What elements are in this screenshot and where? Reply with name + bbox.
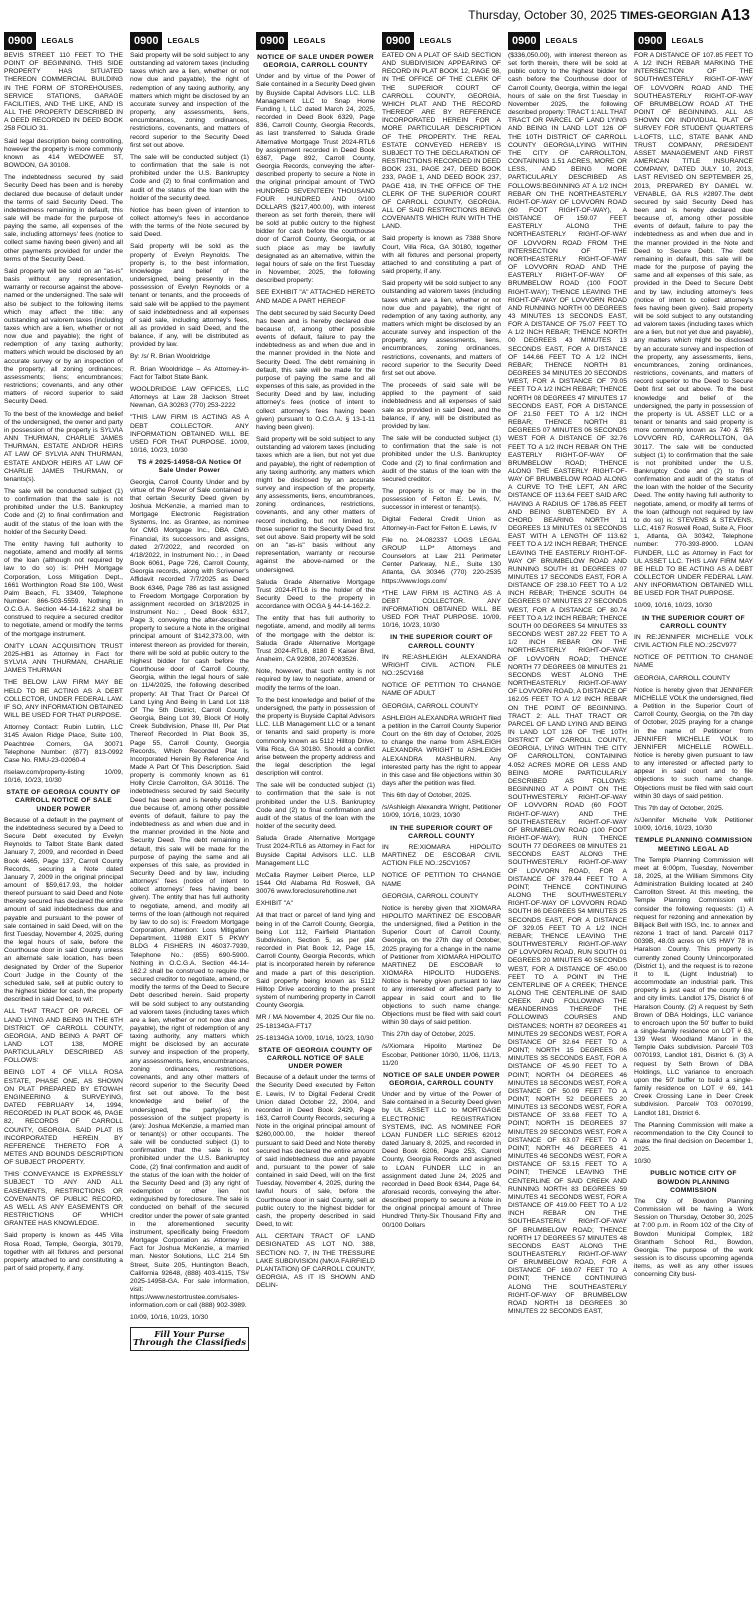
notice-paragraph: To the best of the knowledge and belief of the undersigned, the owner and party in possession of the property is SYLVIA ANN THURMAN, CHARLIE JAMES THURMAN, ESTATE AND/OR HEIRS AT LAW OF SYLVIA ANN THURMAN, ESTATE AND/OR HEIRS AT LAW OF CHARLIE JAMES THURMAN, or tenants(s). (4, 410, 123, 483)
notice-heading: PUBLIC NOTICE CITY OF BOWDON PLANNING COMMISSION (650, 1170, 737, 1194)
legal-column (634, 32, 753, 1592)
notice-paragraph: McCalla Raymer Leibert Pierce, LLP 1544 Old Alabama Rd Roswell, GA 30076 www.foreclosurehotline.net (256, 871, 375, 896)
notice-paragraph: IN RE:XIOMARA HIPOLITO MARTINEZ DE ESCOBAR CIVIL ACTION FILE NO.:25CV1057 (382, 843, 501, 868)
notice-paragraph: This 6th day of October, 2025. (382, 792, 472, 800)
section-label: LEGALS (419, 35, 452, 45)
notice-paragraph: Note, however, that such entity is not required by law to negotiate, amend or modify the terms of the loan. (256, 668, 375, 692)
notice-paragraph: FOR A DISTANCE OF 107.85 FEET TO A 1/2 INCH REBAR MARKING THE INTERSECTION OF THE SOUTHWESTERLY RIGHT-OF-WAY OF LOVVORN ROAD AND THE SOUTHEASTERLY RIGHT-OF-WAY OF BRUMBELOW ROAD AT THE POINT OF BEGINNING. ALL AS SHOWN ON INDIVIDUAL PLAT OF SURVEY FOR STUDENT QUARTERS L-LOFTS, LLC, STATE BANK AND TRUST COMPANY, PRESIDENT ASSET MANAGEMENT AND FIRST AMERICAN TITLE INSURANCE COMPANY, DATED JULY 10, 2013, LAST REVISED ON SEPTEMBER 25, 2013, PREPARED BY DANIEL W. VENABLE, GA RLS #2897.The debt secured by said Security Deed has been and is hereby declared due because of, among other possible events of default, failure to pay the indebtedness as and when due and in the manner provided in the Note and Deed to Secure Debt. The debt remaining in default, this sale will be made for the purpose of paying the same and all expenses of this sale, as provided in the Deed to Secure Debt and by law, including attorney's fees (notice of intent to collect attorney's fees having been given). Said property will be sold subject to any outstanding ad valorem taxes (including taxes which are a lien, but not yet due and payable), any matters which might be disclosed by an accurate survey and inspection of the property, any assessments, liens, encumbrances, zoning ordinances, restrictions, covenants, and matters of record superior to the Deed to Secure Debt first set out above. To the best knowledge and belief of the undersigned, the party in possession of the property is UL ASSET LLC or a tenant or tenants and said property is more commonly known as 740 & 785 LOVVORN RD, CARROLLTON, GA 30117. The sale will be conducted subject (1) to confirmation that the sale is not prohibited under the U.S. Bankruptcy Code and (2) to final confirmation and audit of the status of the loan with the holder of the Security Deed. The entity having full authority to negotiate, amend, or modify all terms of the loan (although not required by law to do so) is: STEVENS & STEVENS, LLC, 4167 Roswell Road, Suite A, Floor 1, Atlanta, GA 30342, Telephone number: 770-393-8900. LOAN FUNDER, LLC as Attorney in Fact for UL ASSET LLC. THIS LAW FIRM MAY BE HELD TO BE ACTING AS A DEBT COLLECTOR UNDER FEDERAL LAW. ANY INFORMATION OBTAINED WILL BE USED FOR THAT PURPOSE. (634, 52, 753, 598)
notice-paragraph: Said property is known as 7388 Shore Court, Villa Rica, GA 30180, together with all fixtures and personal property attached to and constituting a part of said property, if any. (382, 235, 501, 276)
section-tag (634, 32, 753, 50)
section-code: 0900 (634, 32, 666, 50)
section-tag (4, 32, 123, 50)
notice-paragraph: Saluda Grade Alternative Mortgage Trust 2024-RTL6 as Attorney in Fact for Buyside Capital Advisors LLC. LLB Management LLC (256, 835, 375, 867)
legal-column (508, 32, 627, 1592)
notice-paragraph: 10/09, 10/16, 10/23, 10/30 (130, 1314, 209, 1322)
notice-paragraph: Because of a default in the payment of the indebtedness secured by a Deed to Secure Debt executed by Evelyn Reynolds to Talbot State Bank dated January 7, 2009, and recorded in Deed Book 4465, Page 137, Carroll County Records, securing a Note dated January 7, 2009 in the original principal amount of $59,617.93, the holder thereof pursuant to said Deed and Note thereby secured has declared the entire amount of said indebtedness due and payable and pursuant to the power of sale contained in said Deed, will on the first Tuesday, November 4, 2025, during the legal hours of sale, before the Courthouse door in said County unless an alternate sale location, has been designated by Order of the Superior Court Judge in the County of the scheduled sale, sell at public outcry to the highest bidder for cash, the property described in said Deed, to wit: (4, 816, 123, 1004)
section-code: 0900 (382, 32, 414, 50)
notice-paragraph: THIS CONVEYANCE IS EXPRESSLY SUBJECT TO ANY AND ALL EASEMENTS, RESTRICTIONS OR COVENANTS OF PUBLIC RECORD, AS WELL AS ANY EASEMENTS OR RESTRICTIONS OF WHICH GRANTEE HAS KNOWLEDGE. (4, 1171, 123, 1228)
notice-paragraph: The entity having full authority to negotiate, amend and modify all terms of the loan (although not required by law to do so) is: PHH Mortgage Corporation, Loss Mitigation Dept., 1661 Worthington Road Ste 100, West Palm Beach, FL 33409, Telephone Number: 866-503-5559. Nothing in O.C.G.A. Section 44-14-162.2 shall be construed to require a secured creditor to negotiate, amend or modify the terms of the mortgage instrument. (4, 540, 123, 638)
section-tag (508, 32, 627, 50)
section-label: LEGALS (293, 35, 326, 45)
section-code: 0900 (508, 32, 540, 50)
notice-paragraph: WOOLDRIDGE LAW OFFICES, LLC Attorneys at Law 28 Jackson Street Newnan, GA 30263 (770) 253-2222 (130, 385, 249, 410)
section-label: LEGALS (671, 35, 704, 45)
notice-paragraph: /s/Jennifer Michelle Volk Petitioner 10/09, 10/16, 10/23, 10/30 (634, 817, 753, 833)
notice-heading: TS # 2025-14958-GA Notice Of Sale Under Power (137, 459, 242, 475)
notice-paragraph: The City of Bowdon Planning Commission will be having a Work Session on Thursday, October 30, 2025 at 7:00 p.m. in Room 102 of the City of Bowdon Municipal Complex, 182 Grantham School Rd., Bowdon, Georgia. The purpose of the work session is to discuss upcoming agenda items, as well as any other issues concerning City busi- (634, 1197, 753, 1279)
notice-paragraph: The sale will be conducted subject (1) to confirmation that the sale is not prohibited under the U.S. Bankruptcy Code and (2) to final confirmation and audit of the status of the loan with the holder of the security deed. (256, 782, 375, 831)
notice-paragraph: GEORGIA, CARROLL COUNTY (634, 674, 731, 682)
notice-paragraph: To the best knowledge and belief of the undersigned, the party in possession of the property is Buyside Capital Advisors LLC. LLB Management LLC or a tenant or tenants and said property is more commonly known as 5112 Hilltop Drive, Villa Rica, GA 30180. Should a conflict arise between the property address and the legal description the legal description will control. (256, 696, 375, 778)
page-number: A13 (720, 7, 750, 24)
legal-column (130, 32, 249, 1592)
notice-paragraph: The indebtedness secured by said Security Deed has been and is hereby declared due because of default under the terms of said Security Deed. The indebtedness remaining in default, this sale will be made for the purpose of paying the same, all expenses of the sale, including attorneys' fees (notice to collect same having been given) and all other payments provided for under the terms of the Security Deed. (4, 174, 123, 263)
notice-paragraph: 10/30 (634, 1158, 651, 1166)
notice-paragraph: Notice is hereby given that XIOMARA HIPOLITO MARTINEZ DE ESCOBAR the undersigned, filed a Petition in the Superior Court of Carroll County, Georgia, on the 27th day of October, 2025 praying for a change in the name of Petitioner from XIOMARA HIPOLITO MARTINEZ DE ESCOBAR to XIOMARA HIPOLITO HUDGENS. Notice is hereby given pursuant to law to any interested or affected party to appear in said court and to file objections to such name change. Objections must be filed with said court within 30 days of said petition. (382, 904, 501, 1027)
notice-paragraph: rlselaw.com/property-listing 10/09, 10/16, 10/23, 10/30 (4, 768, 123, 785)
notice-paragraph: Under and by virtue of the Power of Sale contained in a Security Deed given by Buyside Capital Advisors LLC. LLB Management LLC to Snap Home Funding I, LLC dated March 24, 2025, recorded in Deed Book 6329, Page 836, Carroll County, Georgia Records, as last transferred to Saluda Grade Alternative Mortgage Trust 2024-RTL6 by assignment recorded in Deed Book 6367, Page 892, Carroll County, Georgia Records, conveying the after-described property to secure a Note in the original principal amount of TWO HUNDRED SEVENTEEN THOUSAND FOUR HUNDRED AND 0/100 DOLLARS ($217,400.00), with interest thereon as set forth therein, there will be sold at public outcry to the highest bidder for cash before the courthouse door of Carroll County, Georgia, or at such place as may be lawfully designated as an alternative, within the legal hours of sale on the first Tuesday in November, 2025, the following described property: (256, 73, 375, 285)
notice-paragraph: R. Brian Wooldridge – As Attorney-in- Fact for Talbot State Bank. (130, 365, 249, 381)
notice-paragraph: By: /s/ R. Brian Wooldridge (130, 353, 211, 361)
notice-paragraph: Said legal description being controlling, however the property is more commonly known as 414 WEDOWEE ST, BOWDON, GA 30108. (4, 137, 123, 170)
notice-paragraph: This 27th day of October, 2025. (382, 1031, 476, 1039)
notice-heading: IN THE SUPERIOR COURT OF CARROLL COUNTY (390, 824, 493, 840)
notice-paragraph: This 7th day of October, 2025. (634, 804, 724, 812)
notice-paragraph: BEVIS STREET 110 FEET TO THE POINT OF BEGINNING. THIS SIDE PROPERTY HAS SITUATED THEREON COMMERCIAL BUILDING IN THE FORM OF STOREHOUSES, SERVICE STATIONS, GARAGE FACILITIES, AND THE LIKE, AND IS ALL THE PROPERTY DESCRIBED IN A DEED RECORDED IN DEED BOOK 258 FOLIO 31. (4, 52, 123, 133)
notice-paragraph: 25-18134GA 10/09, 10/16, 10/23, 10/30 (256, 1034, 374, 1042)
notice-paragraph: Said property is known as 445 Villa Rosa Road, Temple, Georgia, 30179, together with all fixtures and personal property attached to and constituting a part of said property, if any. (4, 1232, 123, 1273)
notice-paragraph: SEE EXHIBIT "A" ATTACHED HERETO AND MADE A PART HEREOF (256, 289, 375, 305)
notice-paragraph: ($336,050.00), with interest thereon as set forth therein, there will be sold at public outcry to the highest bidder for cash before the Courthouse door of Carroll County, Georgia, within the legal hours of sale on the first Tuesday in November 2025, the following described property: TRACT 1:ALL THAT TRACT OR PARCEL OF LAND LYING AND BEING IN LAND LOT 126 OF THE 10TH DISTRICT OF CARROLL COUNTY GEORGIA,LYING WITHIN THE CITY OF CARROLLTON, CONTAINING 1.51 ACRES, MORE OR LESS, AND BEING MORE PARTICULARLY DESCRIBED AS FOLLOWS:BEGINNING AT A 1/2 INCH REBAR ON THE NORTHEASTERLY RIGHT-OF-WAY OF LOVVORN ROAD (60 FOOT RIGHT-OF-WAY), A DISTANCE OF 159.07 FEET EASTERLY ALONG THE NORTHEASTERLY RIGHT-OF-WAY OF LOVVORN ROAD FROM THE INTERSECTION OF THE NORTHEASTERLY RIGHT-OF-WAY OF LOVVORN ROAD AND THE EASTERLY RIGHT-OF-WAY OF BRUMBELOW ROAD (100 FOOT RIGHT-WAY); THENCE LEAVING THE RIGHT-OF-WAY OF LOVVORN ROAD AND RUNNING NORTH 00 DEGREES 43 MINUTES 13 SECONDS EAST, FOR A DISTANCE OF 75.07 FEET TO A 1/2 INCH REBAR; THENCE NORTH 00 DEGREES 43 MINUTES 13 SECONDS EAST, FOR A DISTANCE OF 144.66 FEET TO A 1/2 INCH REBAR; THENCE NORTH 81 DEGREES 34 MINUTES 20 SECONDS WEST, FOR A DISTANCE OF 79.05 FEET TO A 1/2 INCH REBAR; THENCE NORTH 08 DEGREES 47 MINUTES 17 SECONDS EAST, FOR A DISTANCE OF 21.50 FEET TO A 1/2 INCH REBAR; THENCE NORTH 81 DEGREES 07 MINUTES 06 SECONDS WEST FOR A DISTANCE OF 32.76 FEET TO A 1/2 INCH REBAR ON THE EASTERLY RIGHT-OF-WAY OF BRUMBELOW ROAD; THENCE ALONG THE EASTERLY RIGHT-OF-WAY OF BRUMBELOW ROAD ALONG A CURVE TO THE LEFT, AN ARC DISTANCE OF 113.64 FEET SAID ARC HAVING A RADIUS OF 1786.85 FEET AND BEING SUBTENDED BY A CHORD BEARING NORTH 11 DEGREES 13 MINUTES 01 SECONDS EAST WITH A LENGTH OF 113.62 FEET TO A 1/2 INCH REBAR; THENCE LEAVING THE EASTERLY RIGHT-OF-WAY OF BRUMBELOW ROAD AND RUNNING SOUTH 81 DEGREES 07 MINUTES 17 SECONDS EAST, FOR A DISTANCE OF 238.10 FEET TO A 1/2 INCH REBAR; THENCE SOUTH 04 DEGREES 07 MINUTES 27 SECONDS WEST, FOR A DISTANCE OF 80.74 FEET TO A 1/2 INCH REBAR; THENCE SOUTH 00 DEGREES 54 MINUTES 33 SECONDS WEST 287.22 FEET TO A 1/2 INCH REBAR ON THE NORTHEASTERLY RIGHT-OF-WAY OF LOVVORN ROAD; THENCE NORTH 77 DEGREES 08 MINUTES 21 SECONDS WEST ALONG THE NORTHEASTERLY RIGHT-OF-WAY OF LOVVORN ROAD, A DISTANCE OF 162.05 FEET TO A 1/2 INCH REBAR ON THE POINT OF BEGINNING. TRACT 2: ALL THAT TRACT OR PARCEL OF LAND LYING AND BEING IN LAND LOT 126 OF THE 10TH DISTRICT OF CARROLL COUNTY, GEORGIA, LYING WITHIN THE CITY OF CARROLLTON, CONTAINING 4.052 ACRES MORE OR LESS AND BEING MORE PARTICULARLY DESCRIBED AS FOLLOWS: BEGINNING AT A POINT ON THE SOUTHWESTERLY RIGHT-OF-WAY OF LOVVORN ROAD (60 FOOT RIGHT-OF-WAY) AND THE SOUTHEASTERLY RIGHT-OF-WAY OF BRUMBELOW ROAD (100 FOOT RIGHT-OF-WAY); RUN THENCE SOUTH 77 DEGREES 08 MINUTES 21 SECONDS EAST ALONG THE SOUTHWESTERLY RIGHT-OF-WAY OF LOVVORN ROAD, FOR A DISTANCE OF 379.44 FEET TO A POINT; THENCE CONTINUING ALONG THE SOUTHWESTERLY RIGHT-OF-WAY OF LOVVORN ROAD SOUTH 86 DEGREES 54 MINUTES 25 SECONDS EAST, FOR A DISTANCE OF 329.05 FEET TO A 1/2 INCH REBAR; THENCE LEAVING THE SOUTHWESTERLY RIGHT-OF-WAY OF LOVVORN ROAD, RUN SOUTH 01 DEGREES 20 MINUTES 40 SECONDS WEST, FOR A DISTANCE OF 450.00 FEET TO A POINT IN THE CENTERLINE OF A CREEK; THENCE ALONG THE CENTERLINE OF SAID CREEK AND FOLLOWING THE MEANDERINGS THEREOF THE FOLLOWING COURSES AND DISTANCES: NORTH 87 DEGREES 41 MINUTES 29 SECONDS WEST, FOR A DISTANCE OF 32.64 FEET TO A POINT; NORTH 15 DEGREES 06 MINUTES 35 SECONDS EAST, FOR A DISTANCE OF 45.90 FEET TO A POINT; NORTH 04 DEGREES 46 MINUTES 18 SECONDS WEST, FOR A DISTANCE OF 50.09 FEET TO A POINT; NORTH 52 DEGREES 20 MINUTES 13 SECONDS WEST, FOR A DISTANCE OF 33.68 FEET TO A POINT; NORTH 15 DEGREES 37 MINUTES 29 SECONDS WEST, FOR A DISTANCE OF 63.07 FEET TO A POINT; NORTH 46 DEGREES 41 MINUTES 46 SECONDS WEST, FOR A DISTANCE OF 53.15 FEET TO A POINT; THENCE LEAVING THE CENTERLINE OF SAID CREEK AND RUNNING NORTH 83 DEGREES 59 MINUTES 41 SECONDS WEST, FOR A DISTANCE OF 419.00 FEET TO A 1/2 INCH REBAR ON THE SOUTHEASTERLY RIGHT-OF-WAY OF BRUMBELOW ROAD; THENCE NORTH 17 DEGREES 57 MINUTES 48 SECONDS EAST ALONG THE SOUTHEASTERLY RIGHT-OF-WAY OF BRUMBELOW ROAD, FOR A DISTANCE OF 169.07 FEET TO A POINT; THENCE CONTINUING ALONG THE SOUTHEASTERLY RIGHT-OF-WAY OF BRUMBELOW ROAD NORTH 18 DEGREES 30 MINUTES 22 SECONDS EAST, (508, 52, 627, 1316)
legal-column (382, 32, 501, 1592)
masthead (0, 0, 756, 30)
notice-paragraph: File no. 24-082337 LOGS LEGAL GROUP LLP* Attorneys and Counselors at Law 211 Perimeter Center Parkway, N.E., Suite 130 Atlanta, GA 30346 (770) 220-2535 https://www.logs.com/ (382, 536, 501, 585)
notice-paragraph: Said property will be sold subject to any outstanding ad valorem taxes (including taxes which are a lien, whether or not now due and payable), the right of redemption of any taxing authority, any matters which might be disclosed by an accurate survey and inspection of the property, any assessments, liens, encumbrances, zoning ordinances, restrictions, covenants, and matters of record superior to the Security Deed first set out above. (382, 280, 501, 377)
notice-paragraph: *THE LAW FIRM IS ACTING AS A DEBT COLLECTOR. ANY INFORMATION OBTAINED WILL BE USED FOR THAT PURPOSE. 10/09, 10/16, 10/23, 10/30 (382, 589, 501, 630)
notice-paragraph: Notice has been given of intention to collect attorney's fees in accordance with the terms of the Note secured by said Deed. (130, 206, 249, 239)
notice-paragraph: THE BELOW LAW FIRM MAY BE HELD TO BE ACTING AS A DEBT COLLECTOR, UNDER FEDERAL LAW. IF SO, ANY INFORMATION OBTAINED WILL BE USED FOR THAT PURPOSE. (4, 679, 123, 720)
notice-heading: IN THE SUPERIOR COURT OF CARROLL COUNTY (642, 614, 745, 630)
legal-columns (4, 32, 754, 1592)
notice-paragraph: Said property will be sold subject to any outstanding ad valorem taxes (including taxes which are a lien, whether or not now due and payable), the right of redemption of any taxing authority, any matters which might be disclosed by an accurate survey and inspection of the property, any assessments, liens, encumbrances, zoning ordinances, restrictions, covenants, and matters of record superior to the Security Deed first set out above. (130, 52, 249, 149)
notice-paragraph: All that tract or parcel of land lying and being in of the Carroll County, Georgia, being Lot 112, Fairfield Plantation Subdivision, Section 5, as per plat recorded in Plat Book 12, Page 15, Carroll County, Georgia Records, which plat is incorporated herein by reference and made a part of this description. Said property being known as 5112 Hilltop Drive according to the present system of numbering property in Carroll County Georgia. (256, 912, 375, 1010)
notice-paragraph: Attorney Contact: Rubin Lublin, LLC 3145 Avalon Ridge Place, Suite 100, Peachtree Corners, GA 30071 Telephone Number: (877) 813-0992 Case No. RMU-23-02060-4 (4, 724, 123, 764)
issue-date: Thursday, October 30, 2025 (468, 8, 617, 22)
notice-paragraph: Because of a default under the terms of the Security Deed executed by Felton E. Lewis, IV to Digital Federal Credit Union dated October 22, 2004, and recorded in Deed Book 2429, Page 163, Carroll County Records, securing a Note in the original principal amount of $260,000.00, the holder thereof pursuant to said Deed and Note thereby secured has declared the entire amount of said indebtedness due and payable and, pursuant to the power of sale contained in said Deed, will on the first Tuesday, November 4, 2025, during the lawful hours of sale, before the Courthouse door in said County, sell at public outcry to the highest bidder for cash, the property described in said Deed, to wit: (256, 1074, 375, 1229)
legal-column (256, 32, 375, 1592)
notice-paragraph: The sale will be conducted subject (1) to confirmation that the sale is not prohibited under the U.S. Bankruptcy Code and (2) to final confirmation and audit of the status of the loan with the holder of the security deed. (130, 153, 249, 202)
notice-paragraph: Said property will be sold subject to any outstanding ad valorem taxes (including taxes which are a lien, but not yet due and payable), the right of redemption of any taxing authority, any matters which might be disclosed by an accurate survey and inspection of the property, any assessments, liens, encumbrances, zoning ordinances, restrictions, covenants, and any other matters of record including, but not limited to, those superior to the Security Deed first set out above. Said property will be sold on an "as-is" basis without any representation, warranty or recourse against the above-named or the undersigned. (256, 436, 375, 574)
notice-paragraph: Saluda Grade Alternative Mortgage Trust 2024-RTL6 is the holder of the Security Deed to the property in accordance with OCGA § 44-14-162.2. (256, 578, 375, 611)
notice-paragraph: Said property will be sold as the property of Evelyn Reynolds. The property is, to the best information, knowledge and belief of the undersigned, being presently in the possession of Evelyn Reynolds or a tenant or tenants, and the proceeds of said sale will be applied to the payment of said indebtedness and all expenses of said sale, including attorney's fees, all as provided in said Deed, and the balance, if any, will be distributed as provided by law. (130, 243, 249, 349)
notice-paragraph: ASHLEIGH ALEXANDRA WRIGHT filed a petition in the Carroll County Superior Court on the 6th day of October, 2025 to change the name from ASHLEIGH ALEXANDRA WRIGHT to ASHLEIGH ALEXANDRA MASHBURN. Any interested party has the right to appear in this case and file objections within 30 days after the petition was filed. (382, 714, 501, 787)
notice-heading: IN THE SUPERIOR COURT OF CARROLL COUNTY (390, 634, 493, 650)
notice-paragraph: The Temple Planning Commission will meet at 6:00pm, Tuesday, November 18, 2025, at the William Simmons City Administration Building located at 240 Carrollton Street. At this meeting, the Temple Planning Commission will consider the following requests: (1) A request for rezoning and annexation by Billjack Bell with ISG, Inc. to annex and rezone 1 tract of land. Parcel# 0117 0039B, 48.03 acres on US HWY 78 in Haralson County. This property is currently zoned County Unincorporated (District 1), and the request is to rezone it to IL (Light Industrial) to accommodate an industrial park. This property is just east of the county line and city limits. Landlot 175, District 6 of Haralson County. (2) A request by Seth Brown of DBA Holdings, LLC variance to encroach upon the 50' buffer to build a single-family residence on LOT # 63, 139 West Woodland Manor in the Temple Oaks subdivision. Parcel# T03 0070193, Landlot 181, District 6. (3) A request by Seth Brown of DBA Holdings, LLC variance to encroach upon the 50' buffer to build a single-family residence on LOT # 69, 141 Creek Crossing Lane in Deer Creek subdivision. Parcel# T03 0070199, Landlot 181, District 6. (634, 856, 753, 1117)
notice-paragraph: The entity that has full authority to negotiate, amend, and modify all terms of the mortgage with the debtor is: Saluda Grade Alternative Mortgage Trust 2024-RTL6, 8180 E Kaiser Blvd, Anaheim, CA 92808, 2074083526. (256, 615, 375, 664)
section-code: 0900 (256, 32, 288, 50)
notice-paragraph: 10/09, 10/16, 10/23, 10/30 (634, 602, 713, 610)
section-tag (256, 32, 375, 50)
notice-paragraph: GEORGIA, CARROLL COUNTY (382, 892, 479, 900)
notice-paragraph: The sale will be conducted subject (1) to confirmation that the sale is not prohibited under the U.S. Bankruptcy Code and (2) to final confirmation and audit of the status of the loan with the holder of the Security Deed. (4, 487, 123, 536)
notice-heading: NOTICE OF SALE UNDER POWER GEORGIA, CARROLL COUNTY (257, 54, 374, 70)
notice-paragraph: The proceeds of said sale will be applied to the payment of said indebtedness and all expenses of said sale as provided in said Deed, and the balance, if any, will be distributed as provided by law. (382, 382, 501, 430)
notice-paragraph: NOTICE OF PETITION TO CHANGE NAME (382, 872, 501, 888)
notice-paragraph: The sale will be conducted subject (1) to confirmation that the sale is not prohibited under the U.S. Bankruptcy Code and (2) to final confirmation and audit of the status of the loan with the secured creditor. (382, 435, 501, 483)
notice-paragraph: The Planning Commission will make a recommendation to the City Council to make the final decision on December 1, 2025. (634, 1121, 753, 1154)
notice-paragraph: The property is or may be in the possession of Felton E. Lewis, IV, successor in interest or tenant(s). (382, 487, 501, 512)
notice-paragraph: /s/Ashleigh Alexandra Wright, Petitioner 10/09, 10/16, 10/23, 10/30 (382, 804, 501, 820)
notice-paragraph: "THIS LAW FIRM IS ACTING AS A DEBT COLLECTOR. ANY INFORMATION OBTAINED WILL BE USED FOR THAT PURPOSE. 10/09, 10/16, 10/23, 10/30 (130, 414, 249, 455)
section-code: 0900 (130, 32, 162, 50)
notice-paragraph: NOTICE OF PETITION TO CHANGE NAME (634, 654, 753, 670)
notice-heading: TEMPLE PLANNING COMMISSION MEETING LEGAL AD (634, 837, 753, 853)
notice-paragraph: Said property will be sold on an "as-is" basis without any representation, warranty or recourse against the above-named or the undersigned. The sale will also be subject to the following items which may affect the title: any outstanding ad valorem taxes (including taxes which are a lien, whether or not now due and payable); the right of redemption of any taxing authority; matters which would be disclosed by an accurate survey or by an inspection of the property; all zoning ordinances; assessments; liens; encumbrances; restrictions; covenants, and any other matters of record superior to said Security Deed. (4, 267, 123, 406)
notice-paragraph: The debt secured by said Security Deed has been and is hereby declared due because of, among other possible events of default, failure to pay the indebtedness as and when due and in the manner provided in the Note and Security Deed. The debt remaining in default, this sale will be made for the purpose of paying the same and all expenses of this sale, as provided in the Security Deed and by law, including attorney's fees (notice of intent to collect attorney's fees having been given) pursuant to O.C.G.A. § 13-1-11 having been given). (256, 309, 375, 431)
notice-paragraph: EXHIBIT "A" (256, 900, 293, 908)
notice-heading: NOTICE OF SALE UNDER POWER GEORGIA, CARROLL COUNTY (383, 1071, 500, 1087)
notice-paragraph: BEING LOT 4 OF VILLA ROSA ESTATE, PHASE ONE, AS SHOWN ON PLAT PREPARED BY ETOWAH ENGINEERING & SURVEYING, DATED FEBRUARY 14, 1994, RECORDED IN PLAT BOOK 46, PAGE 82, RECORDS OF CARROLL COUNTY, GEORGIA. SAID PLAT IS INCORPORATED HEREIN BY REFERENCE THERETO FOR A METES AND BOUNDS DESCRIPTION OF SUBJECT PROPERTY. (4, 1069, 123, 1167)
notice-paragraph: MR / MA November 4, 2025 Our file no. 25-18134GA-FT17 (256, 1014, 375, 1030)
section-code: 0900 (4, 32, 36, 50)
notice-heading: STATE OF GEORGIA COUNTY OF CARROLL NOTICE OF SALE UNDER POWER (258, 1046, 373, 1071)
notice-paragraph: ONITY LOAN ACQUISITION TRUST 2025-HB1 as Attorney in Fact for SYLVIA ANN THURMAN, CHARLIE JAMES THURMAN (4, 642, 123, 675)
section-label: LEGALS (41, 35, 74, 45)
notice-paragraph: Georgia, Carroll County Under and by virtue of the Power of Sale contained in that certain Security Deed given by Joshua McKenzie, a married man to Mortgage Electronic Registration Systems, Inc. as Grantee, as nominee for CMG Mortgage Inc., DBA CMG Financial, its successors and assigns, dated 2/7/2022, and recorded on 4/18/2022, in Instrument No.: , in Deed Book 6061, Page 726, Carroll County, Georgia records, along with Scrivener's Affidavit recorded 7/7/2025 as Deed Book 6346, Page 786 as last assigned to Freedom Mortgage Corporation by assignment recorded on 3/18/2025 in Instrument No.: , Deed Book 6317, Page 3, conveying the after-described property to secure a Note in the original principal amount of $142,373.00, with interest thereon as provided for therein, there will be sold at public outcry to the highest bidder for cash before the Courthouse door of Carroll County, Georgia, within the legal hours of sale on 11/4/2025, the following described property: All That Tract Or Parcel Of Land Lying And Being In Land Lot 118 Of The 5th District, Carroll County, Georgia, Being Lot 39, Block Of Holly Creek Subdivision, Phase III, Per Plat Thereof Recorded In Plat Book 35, Page 55, Carroll County, Georgia Records, Which Recorded Plat Is Incorporated Herein By Reference And Made A Part Of This Description. Said property is commonly known as 61 Holly Circle Carrollton, GA 30116. The indebtedness secured by said Security Deed has been and is hereby declared due because of, among other possible events of default, failure to pay the indebtedness as and when due and in the manner provided in the Note and Security Deed. The debt remaining in default, this sale will be made for the purpose of paying the same and all expenses of this sale, as provided in Security Deed and by law, including attorneys' fees (notice of intent to collect attorneys' fees having been given). The entity that has full authority to negotiate, amend, and modify all terms of the loan (although not required by law to do so) is: Freedom Mortgage Corporation, Attention: Loss Mitigation Department, 11988 EXIT 5 PKWY BLDG 4 FISHERS IN 46037-7939, Telephone No.: (855) 690-5900. Nothing in O.C.G.A. Section 44-14-162.2 shall be construed to require the secured creditor to negotiate, amend, or modify the terms of the Deed to Secure Debt described herein. Said property will be sold subject to any outstanding ad valorem taxes (including taxes which are a lien, whether or not now due and payable), the right of redemption of any taxing authority, any matters which might be disclosed by an accurate survey and inspection of the property, any assessments, liens, encumbrances, zoning ordinances, restrictions, covenants, and any other matters of record superior to the Security Deed first set out above. To the best knowledge and belief of the undersigned, the party(ies) in possession of the subject property is (are): Joshua McKenzie, a married man or tenant(s) or other occupants. The sale will be conducted subject (1) to confirmation that the sale is not prohibited under the U.S. Bankruptcy Code, (2) final confirmation and audit of the status of the loan with the holder of the Security Deed and (3) any right of redemption or other lien not extinguished by foreclosure. The sale is conducted on behalf of the secured creditor under the power of sale granted in the aforementioned security instrument, specifically being Freedom Mortgage Corporation as Attorney in Fact for Joshua McKenzie, a married man. Nestor Solutions, LLC 214 5th Street, Suite 205, Huntington Beach, California 92648, (888) 403-4115, TS# 2025-14958-GA. For sale information, visit: https://www.nestortrustee.com/sales-information.com or call (888) 902-3989. (130, 478, 249, 1310)
notice-paragraph: ALL CERTAIN TRACT OF LAND DESIGNATED AS LOT NO. 388, SECTION NO. 7, IN THE TRESSURE LAKE SUBDIVISION (N/K/A FAIRFIELD PLANTATION) OF CARROLL COUNTY, GEORGIA, AS IT IS SHOWN AND DELIN- (256, 1233, 375, 1290)
paper-name: TIMES-GEORGIAN (620, 10, 718, 22)
notice-paragraph: ALL THAT TRACT OR PARCEL OF LAND LYING AND BEING IN THE 6TH DISTRICT OF CARROLL COUNTY, GEORGIA, AND BEING A PART OF LAND LOT 138, MORE PARTICULARLY DESCRIBED AS FOLLOWS: (4, 1008, 123, 1065)
notice-heading: STATE OF GEORGIA COUNTY OF CARROLL NOTICE OF SALE UNDER POWER (6, 789, 121, 813)
classifieds-promo: Fill Your Purse Through the Classifieds (130, 1327, 249, 1351)
legal-column (4, 32, 123, 1592)
notice-paragraph: Digital Federal Credit Union as Attorney-in-Fact for Felton E. Lewis, IV (382, 516, 501, 532)
notice-paragraph: IN RE:ASHLEIGH ALEXANDRA WRIGHT CIVIL ACTION FILE NO.:25CV168 (382, 653, 501, 678)
notice-paragraph: Under and by virtue of the Power of Sale contained in a Security Deed given by UL ASSET LLC to MORTGAGE ELECTRONIC REGISTRATION SYSTEMS, INC. AS NOMINEE FOR LOAN FUNDER LLC SERIES 62012 dated January 8, 2025, and recorded in Deed Book 6206, Page 253, Carroll County, Georgia Records and assigned to LOAN FUNDER LLC in an assignment dated June 24, 2025 and recorded in Deed Book 6344, Page 64, aforesaid records, conveying the after-described property to secure a Note in the original principal amount of Three Hundred Thirty-Six Thousand Fifty and 00/100 Dollars (382, 1091, 501, 1229)
notice-paragraph: NOTICE OF PETITION TO CHANGE NAME OF ADULT (382, 682, 501, 698)
notice-paragraph: GEORGIA, CARROLL COUNTY (382, 702, 479, 710)
notice-paragraph: /s/Xiomara Hipolito Martinez De Escobar, Petitioner 10/30, 11/06, 11/13, 11/20 (382, 1043, 501, 1067)
section-tag (382, 32, 501, 50)
section-label: LEGALS (545, 35, 578, 45)
notice-paragraph: Notice is hereby given that JENNIFER MICHELLE VOLK the undersigned, filed a Petition in the Superior Court of Carroll County, Georgia, on the 7th day of October, 2025 praying for a change in the name of Petitioner from JENNIFER MICHELLE VOLK to JENNIFER MICHELLE ROWELL. Notice is hereby given pursuant to law to any interested or affected party to appear in said court and to file objections to such name change. Objections must be filed with said court within 30 days of said petition. (634, 686, 753, 800)
notice-paragraph: EATED ON A PLAT OF SAID SECTION AND SUBDIVISION APPEARING OF RECORD IN PLAT BOOK 12, PAGE 98, IN THE OFFICE OF THE CLERK OF THE SUPERIOR COURT OF CARROLL COUNTY, GEORGIA, WHICH PLAT AND THE RECORD THEREOF ARE BY REFERENCE INCORPORATED HEREIN FOR A MORE PARTICULAR DESCRIPTION OF THE PROPERTY. THE REAL ESTATE CONVEYED HEREBY IS SUBJECT TO THE DECLARATION OF RESTRICTIONS RECORDED IN DEED BOOK 231, PAGE 247, DEED BOOK 233, PAGE 1, AND DEED BOOK 237, PAGE 418, IN THE OFFICE OF THE CLERK OF THE SUPERIOR COURT OF CARROLL COUNTY, GEORGIA. ALL OF SAID RESTRICTIONS BEING COVENANTS WHICH RUN WITH THE LAND. (382, 52, 501, 231)
notice-paragraph: IN RE:JENNIFER MICHELLE VOLK CIVIL ACTION FILE NO.:25CV977 (634, 633, 753, 650)
section-tag (130, 32, 249, 50)
section-label: LEGALS (167, 35, 200, 45)
